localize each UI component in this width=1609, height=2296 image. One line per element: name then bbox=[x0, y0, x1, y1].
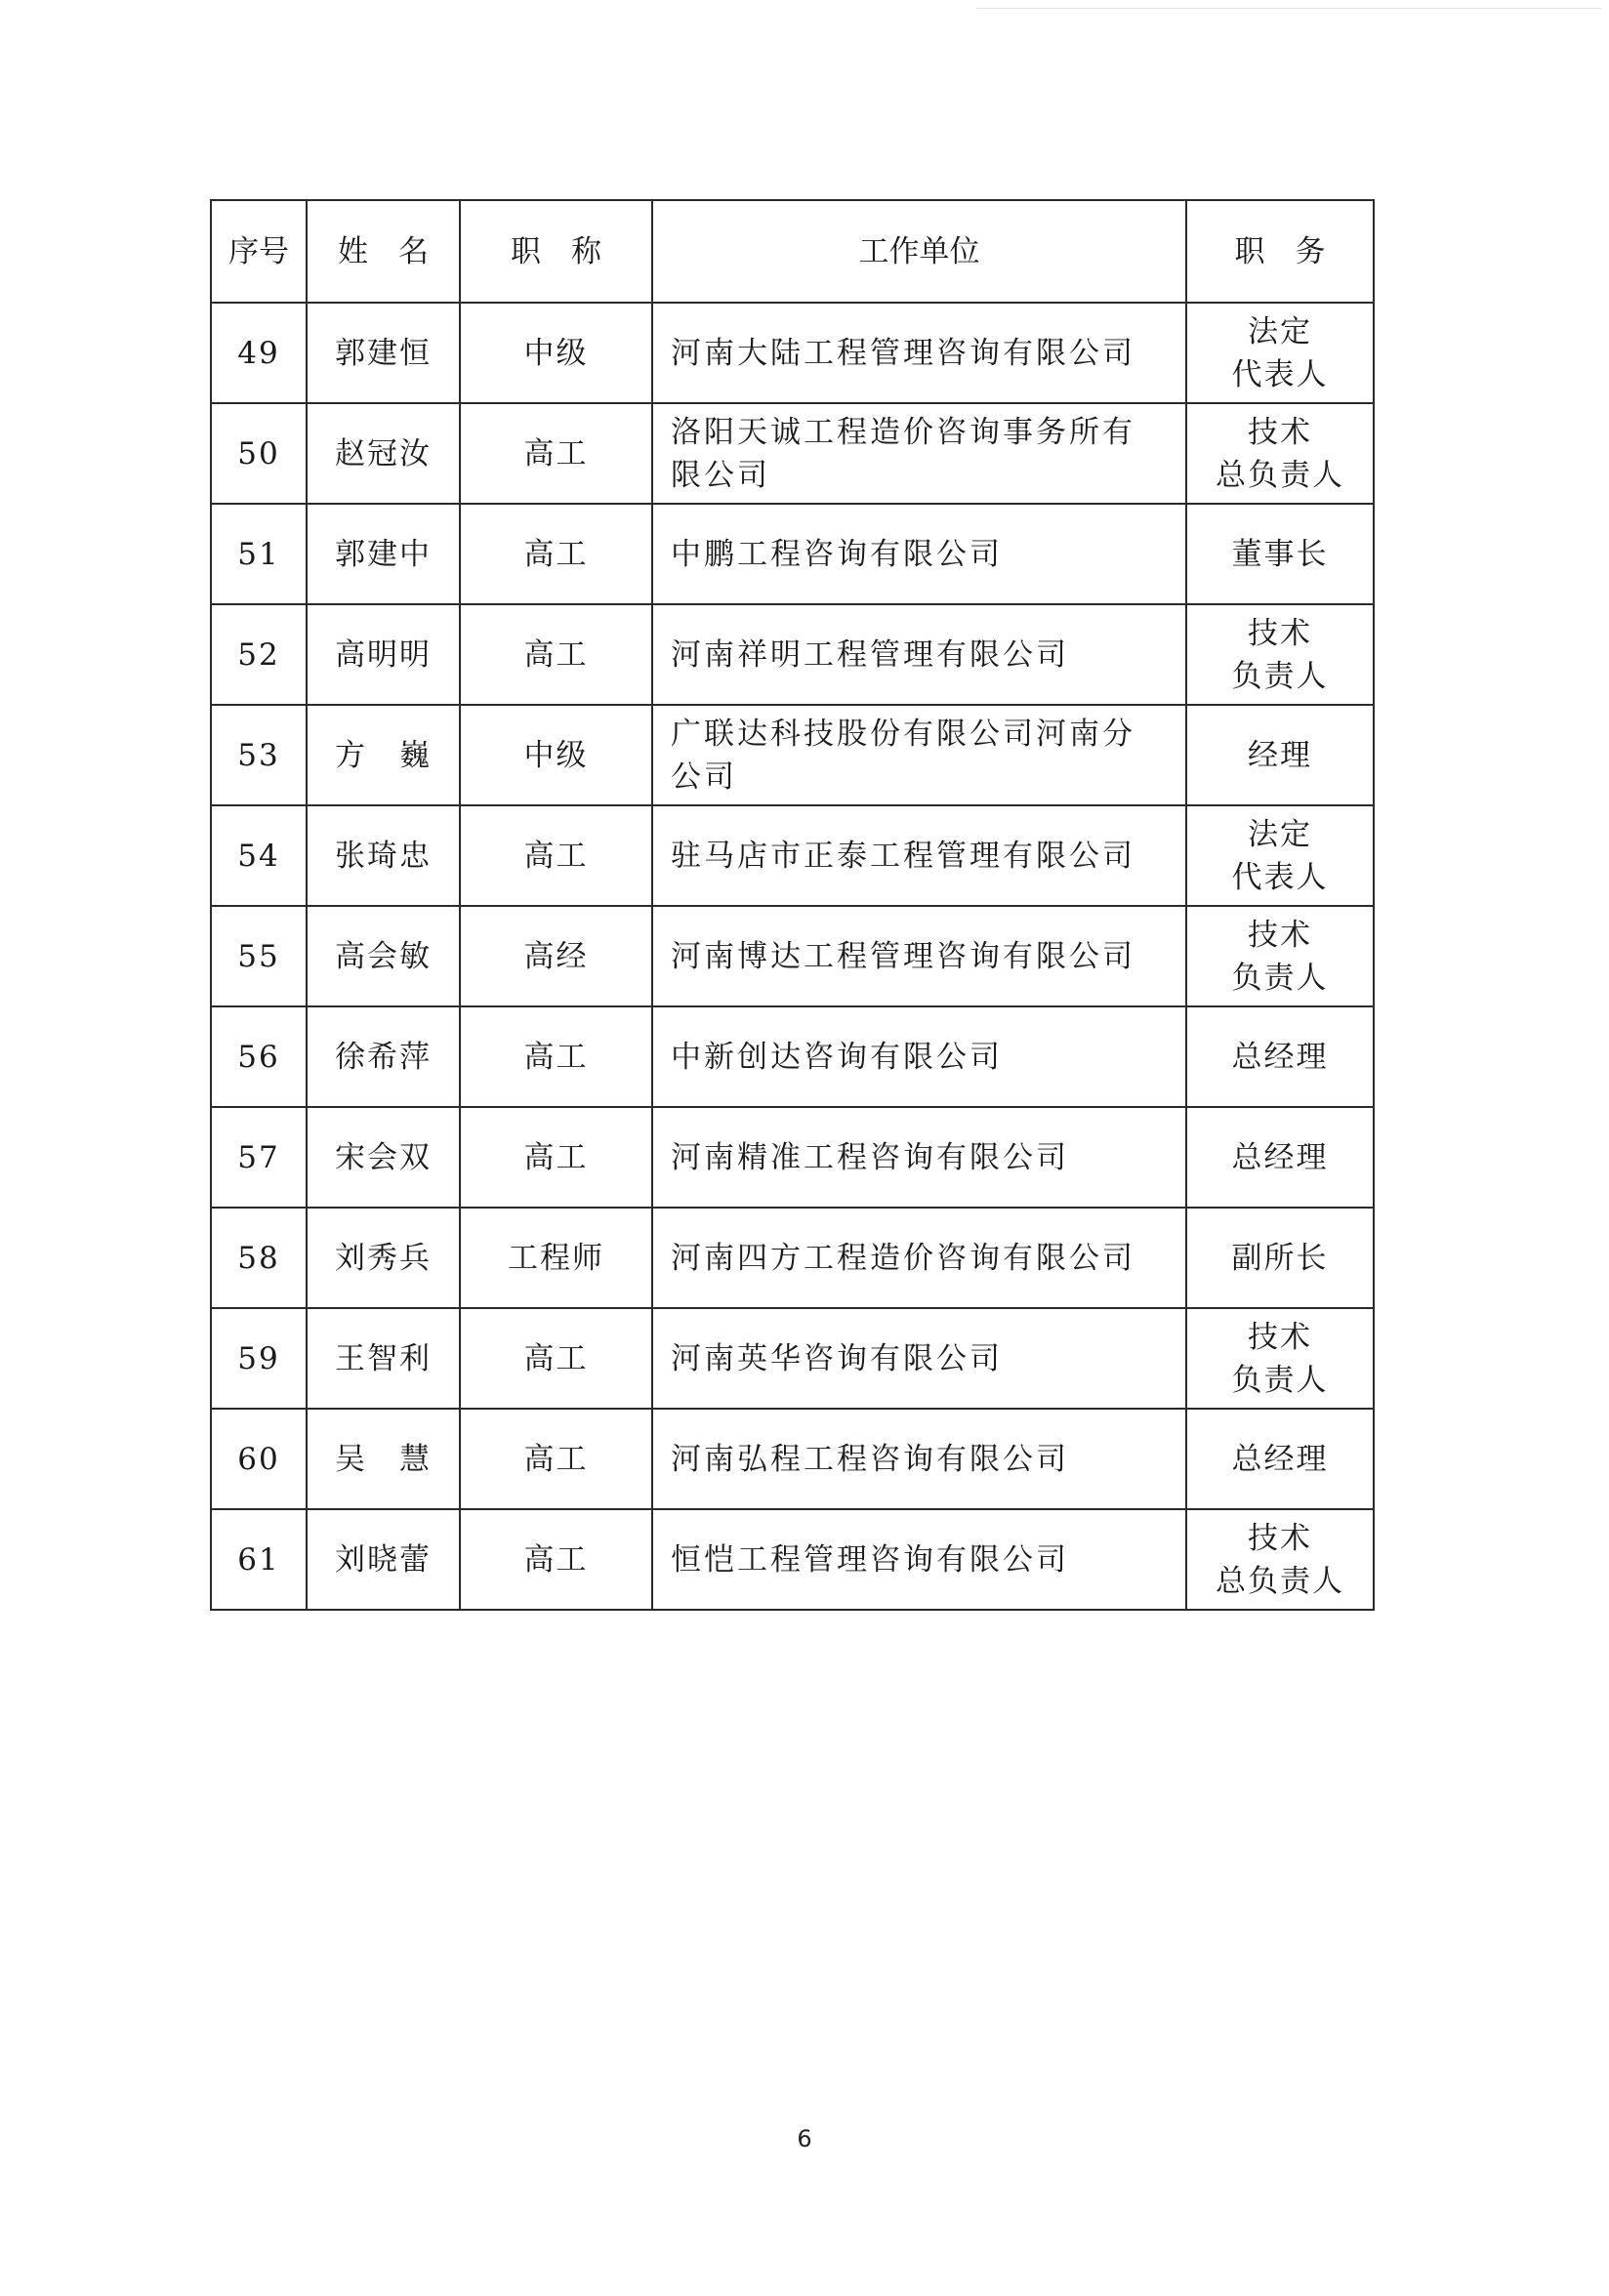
cell-position bbox=[1186, 1208, 1374, 1308]
position-line: 总经理 bbox=[1231, 1441, 1329, 1477]
cell-name: 徐希萍 bbox=[307, 1006, 460, 1107]
cell-name: 吴 慧 bbox=[307, 1409, 460, 1509]
table-row bbox=[211, 1006, 1374, 1107]
cell-no: 57 bbox=[211, 1107, 307, 1208]
cell-position bbox=[1186, 1308, 1374, 1409]
header-no: 序号 bbox=[211, 200, 307, 303]
position-line: 总经理 bbox=[1231, 1039, 1329, 1075]
cell-title: 高工 bbox=[460, 1107, 652, 1208]
cell-no: 59 bbox=[211, 1308, 307, 1409]
position-line: 技术 bbox=[1248, 1520, 1312, 1556]
cell-org: 河南四方工程造价咨询有限公司 bbox=[652, 1208, 1186, 1308]
cell-name: 刘秀兵 bbox=[307, 1208, 460, 1308]
position-line: 负责人 bbox=[1231, 658, 1329, 694]
scan-edge-line bbox=[976, 8, 1601, 9]
table-row bbox=[211, 303, 1374, 403]
position-line: 法定 bbox=[1248, 816, 1312, 852]
position-line: 技术 bbox=[1248, 615, 1312, 651]
table-row bbox=[211, 403, 1374, 504]
position-line: 技术 bbox=[1248, 414, 1312, 450]
position-line: 代表人 bbox=[1231, 859, 1329, 895]
header-position: 职 务 bbox=[1186, 200, 1374, 303]
header-name: 姓 名 bbox=[307, 200, 460, 303]
cell-name: 赵冠汝 bbox=[307, 403, 460, 504]
cell-name: 郭建中 bbox=[307, 504, 460, 604]
cell-org: 河南祥明工程管理有限公司 bbox=[652, 604, 1186, 705]
cell-no: 49 bbox=[211, 303, 307, 403]
cell-title: 高工 bbox=[460, 403, 652, 504]
cell-name: 王智利 bbox=[307, 1308, 460, 1409]
cell-title: 高经 bbox=[460, 906, 652, 1006]
cell-org: 驻马店市正泰工程管理有限公司 bbox=[652, 805, 1186, 906]
position-line: 副所长 bbox=[1231, 1240, 1329, 1276]
cell-org: 河南大陆工程管理咨询有限公司 bbox=[652, 303, 1186, 403]
cell-org: 洛阳天诚工程造价咨询事务所有限公司 bbox=[652, 403, 1186, 504]
position-line: 代表人 bbox=[1231, 356, 1329, 392]
cell-org: 河南英华咨询有限公司 bbox=[652, 1308, 1186, 1409]
table-row bbox=[211, 604, 1374, 705]
position-line: 总负责人 bbox=[1216, 457, 1344, 493]
table-row bbox=[211, 805, 1374, 906]
cell-position bbox=[1186, 805, 1374, 906]
header-org: 工作单位 bbox=[652, 200, 1186, 303]
position-line: 总经理 bbox=[1231, 1139, 1329, 1175]
cell-org: 恒恺工程管理咨询有限公司 bbox=[652, 1509, 1186, 1610]
table-row bbox=[211, 1308, 1374, 1409]
cell-title: 中级 bbox=[460, 303, 652, 403]
position-line: 技术 bbox=[1248, 917, 1312, 953]
cell-org: 中新创达咨询有限公司 bbox=[652, 1006, 1186, 1107]
cell-position bbox=[1186, 1509, 1374, 1610]
cell-title: 高工 bbox=[460, 1006, 652, 1107]
cell-title: 工程师 bbox=[460, 1208, 652, 1308]
cell-no: 54 bbox=[211, 805, 307, 906]
cell-no: 50 bbox=[211, 403, 307, 504]
position-line: 经理 bbox=[1248, 737, 1312, 773]
table-row bbox=[211, 1509, 1374, 1610]
cell-title: 高工 bbox=[460, 1308, 652, 1409]
cell-no: 53 bbox=[211, 705, 307, 805]
cell-no: 55 bbox=[211, 906, 307, 1006]
cell-org: 中鹏工程咨询有限公司 bbox=[652, 504, 1186, 604]
cell-no: 56 bbox=[211, 1006, 307, 1107]
cell-org: 河南精准工程咨询有限公司 bbox=[652, 1107, 1186, 1208]
cell-name: 张琦忠 bbox=[307, 805, 460, 906]
cell-name: 刘晓蕾 bbox=[307, 1509, 460, 1610]
cell-org: 河南博达工程管理咨询有限公司 bbox=[652, 906, 1186, 1006]
cell-no: 60 bbox=[211, 1409, 307, 1509]
cell-title: 高工 bbox=[460, 1509, 652, 1610]
position-line: 董事长 bbox=[1231, 536, 1329, 572]
cell-position bbox=[1186, 504, 1374, 604]
table-row bbox=[211, 705, 1374, 805]
cell-position bbox=[1186, 1107, 1374, 1208]
cell-title: 高工 bbox=[460, 604, 652, 705]
cell-position bbox=[1186, 403, 1374, 504]
cell-name: 高会敏 bbox=[307, 906, 460, 1006]
table-header-row bbox=[211, 200, 1374, 303]
cell-name: 郭建恒 bbox=[307, 303, 460, 403]
cell-no: 61 bbox=[211, 1509, 307, 1610]
table-row bbox=[211, 1107, 1374, 1208]
cell-name: 高明明 bbox=[307, 604, 460, 705]
table-row bbox=[211, 504, 1374, 604]
position-line: 负责人 bbox=[1231, 960, 1329, 996]
cell-position bbox=[1186, 1409, 1374, 1509]
position-line: 负责人 bbox=[1231, 1362, 1329, 1398]
cell-position bbox=[1186, 604, 1374, 705]
expert-roster-table bbox=[210, 199, 1375, 1611]
position-line: 法定 bbox=[1248, 313, 1312, 349]
cell-position bbox=[1186, 303, 1374, 403]
cell-name: 方 巍 bbox=[307, 705, 460, 805]
position-line: 技术 bbox=[1248, 1319, 1312, 1355]
cell-title: 高工 bbox=[460, 1409, 652, 1509]
cell-org: 河南弘程工程咨询有限公司 bbox=[652, 1409, 1186, 1509]
table-row bbox=[211, 1208, 1374, 1308]
table-body bbox=[211, 303, 1374, 1610]
page-number: 6 bbox=[797, 2125, 812, 2152]
table-row bbox=[211, 906, 1374, 1006]
cell-title: 高工 bbox=[460, 504, 652, 604]
cell-no: 52 bbox=[211, 604, 307, 705]
cell-no: 51 bbox=[211, 504, 307, 604]
table-row bbox=[211, 1409, 1374, 1509]
cell-position bbox=[1186, 705, 1374, 805]
header-title: 职 称 bbox=[460, 200, 652, 303]
cell-title: 高工 bbox=[460, 805, 652, 906]
cell-title: 中级 bbox=[460, 705, 652, 805]
position-line: 总负责人 bbox=[1216, 1563, 1344, 1599]
cell-org: 广联达科技股份有限公司河南分公司 bbox=[652, 705, 1186, 805]
cell-position bbox=[1186, 1006, 1374, 1107]
cell-name: 宋会双 bbox=[307, 1107, 460, 1208]
cell-position bbox=[1186, 906, 1374, 1006]
cell-no: 58 bbox=[211, 1208, 307, 1308]
